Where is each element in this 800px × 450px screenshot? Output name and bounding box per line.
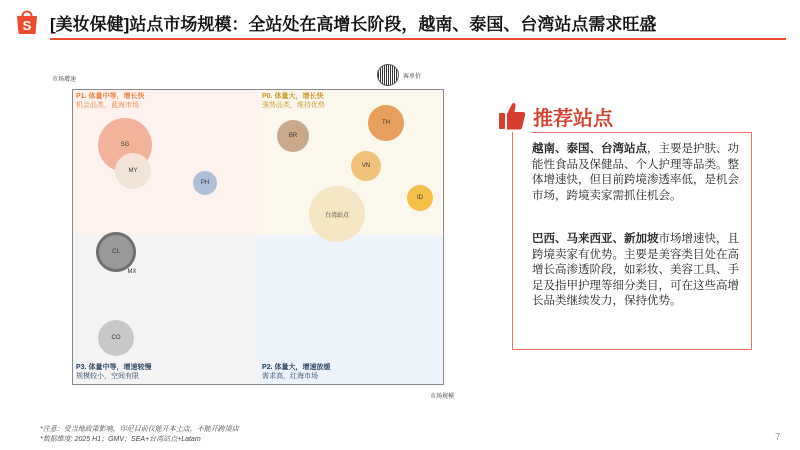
bubble-th: TH <box>368 105 404 141</box>
recommend-paragraph-1-lead: 越南、泰国、台湾站点 <box>532 143 647 155</box>
recommend-paragraph-2-body: 市场增速快，且跨境卖家有优势。主要是美容类目处在高增长高渗透阶段，如彩妆、美容工具、手足及指甲护理等细分类目，可在这些高增长品类继续发力，保持优势。 <box>532 233 739 307</box>
bubble-cl: CL <box>96 232 136 272</box>
y-axis-label: 市场增速 <box>52 77 77 83</box>
quadrant-label-p3 <box>76 363 151 381</box>
page-title: [美妆保健]站点市场规模：全站处在高增长阶段，越南、泰国、台湾站点需求旺盛 <box>50 15 657 34</box>
size-legend-icon <box>377 64 399 86</box>
quadrant-label-p0 <box>262 92 325 110</box>
recommend-paragraph-2 <box>532 232 740 310</box>
bubble-ph: PH <box>193 171 217 195</box>
shopee-bag-icon <box>14 8 40 36</box>
recommend-paragraph-1-body: ，主要是护肤、功能性食品及保健品、个人护理等品类。整体增速快，但目前跨境渗透率低，是机会市场，跨境卖家需抓住机会。 <box>532 143 739 202</box>
quadrant-title: P3. 体量中等，增速较慢 <box>76 364 152 371</box>
quadrant-title: P0. 体量大，增长快 <box>262 93 324 100</box>
quadrant-title: P1. 体量中等，增长快 <box>76 93 145 100</box>
title-divider <box>50 38 786 40</box>
bubble-co: CO <box>98 320 134 356</box>
bubble-vn: VN <box>351 151 381 181</box>
bubble-id: ID <box>407 185 433 211</box>
size-legend-label: 客单价 <box>403 74 422 80</box>
bubble-taiwan: 台湾站点 <box>309 186 365 242</box>
quadrant-subtitle: 需求高，红海市场 <box>262 373 318 380</box>
bubble-my: MY <box>115 153 151 189</box>
footnote-data-scope: *数据维度: 2025 H1；GMV；SEA+台湾站点+Latam <box>40 436 201 443</box>
quadrant-subtitle: 机会品类，蓝海市场 <box>76 102 139 109</box>
thumbs-up-icon <box>498 101 526 131</box>
quadrant-subtitle: 强势品类，维持优势 <box>262 102 325 109</box>
bubble-sg: SG <box>98 118 152 172</box>
quadrant-title: P2. 体量大，增速放缓 <box>262 364 331 371</box>
footnote-policy: *注意：受当地政策影响，印尼目前仅能开本土店，不能开跨境店 <box>40 426 239 433</box>
bubble-br: BR <box>277 120 309 152</box>
recommend-paragraph-2-lead: 巴西、马来西亚、新加坡 <box>532 233 659 245</box>
quadrant-subtitle: 规模较小，空间有限 <box>76 373 139 380</box>
quadrant-label-p1 <box>76 92 144 110</box>
svg-text:S: S <box>22 18 32 33</box>
x-axis-label: 市场规模 <box>430 394 455 400</box>
bubble-mx: MX <box>127 269 137 275</box>
page-number: 7 <box>775 432 781 443</box>
recommend-paragraph-1 <box>532 142 740 204</box>
quadrant-label-p2 <box>262 363 330 381</box>
recommend-title: 推荐站点 <box>533 108 613 130</box>
